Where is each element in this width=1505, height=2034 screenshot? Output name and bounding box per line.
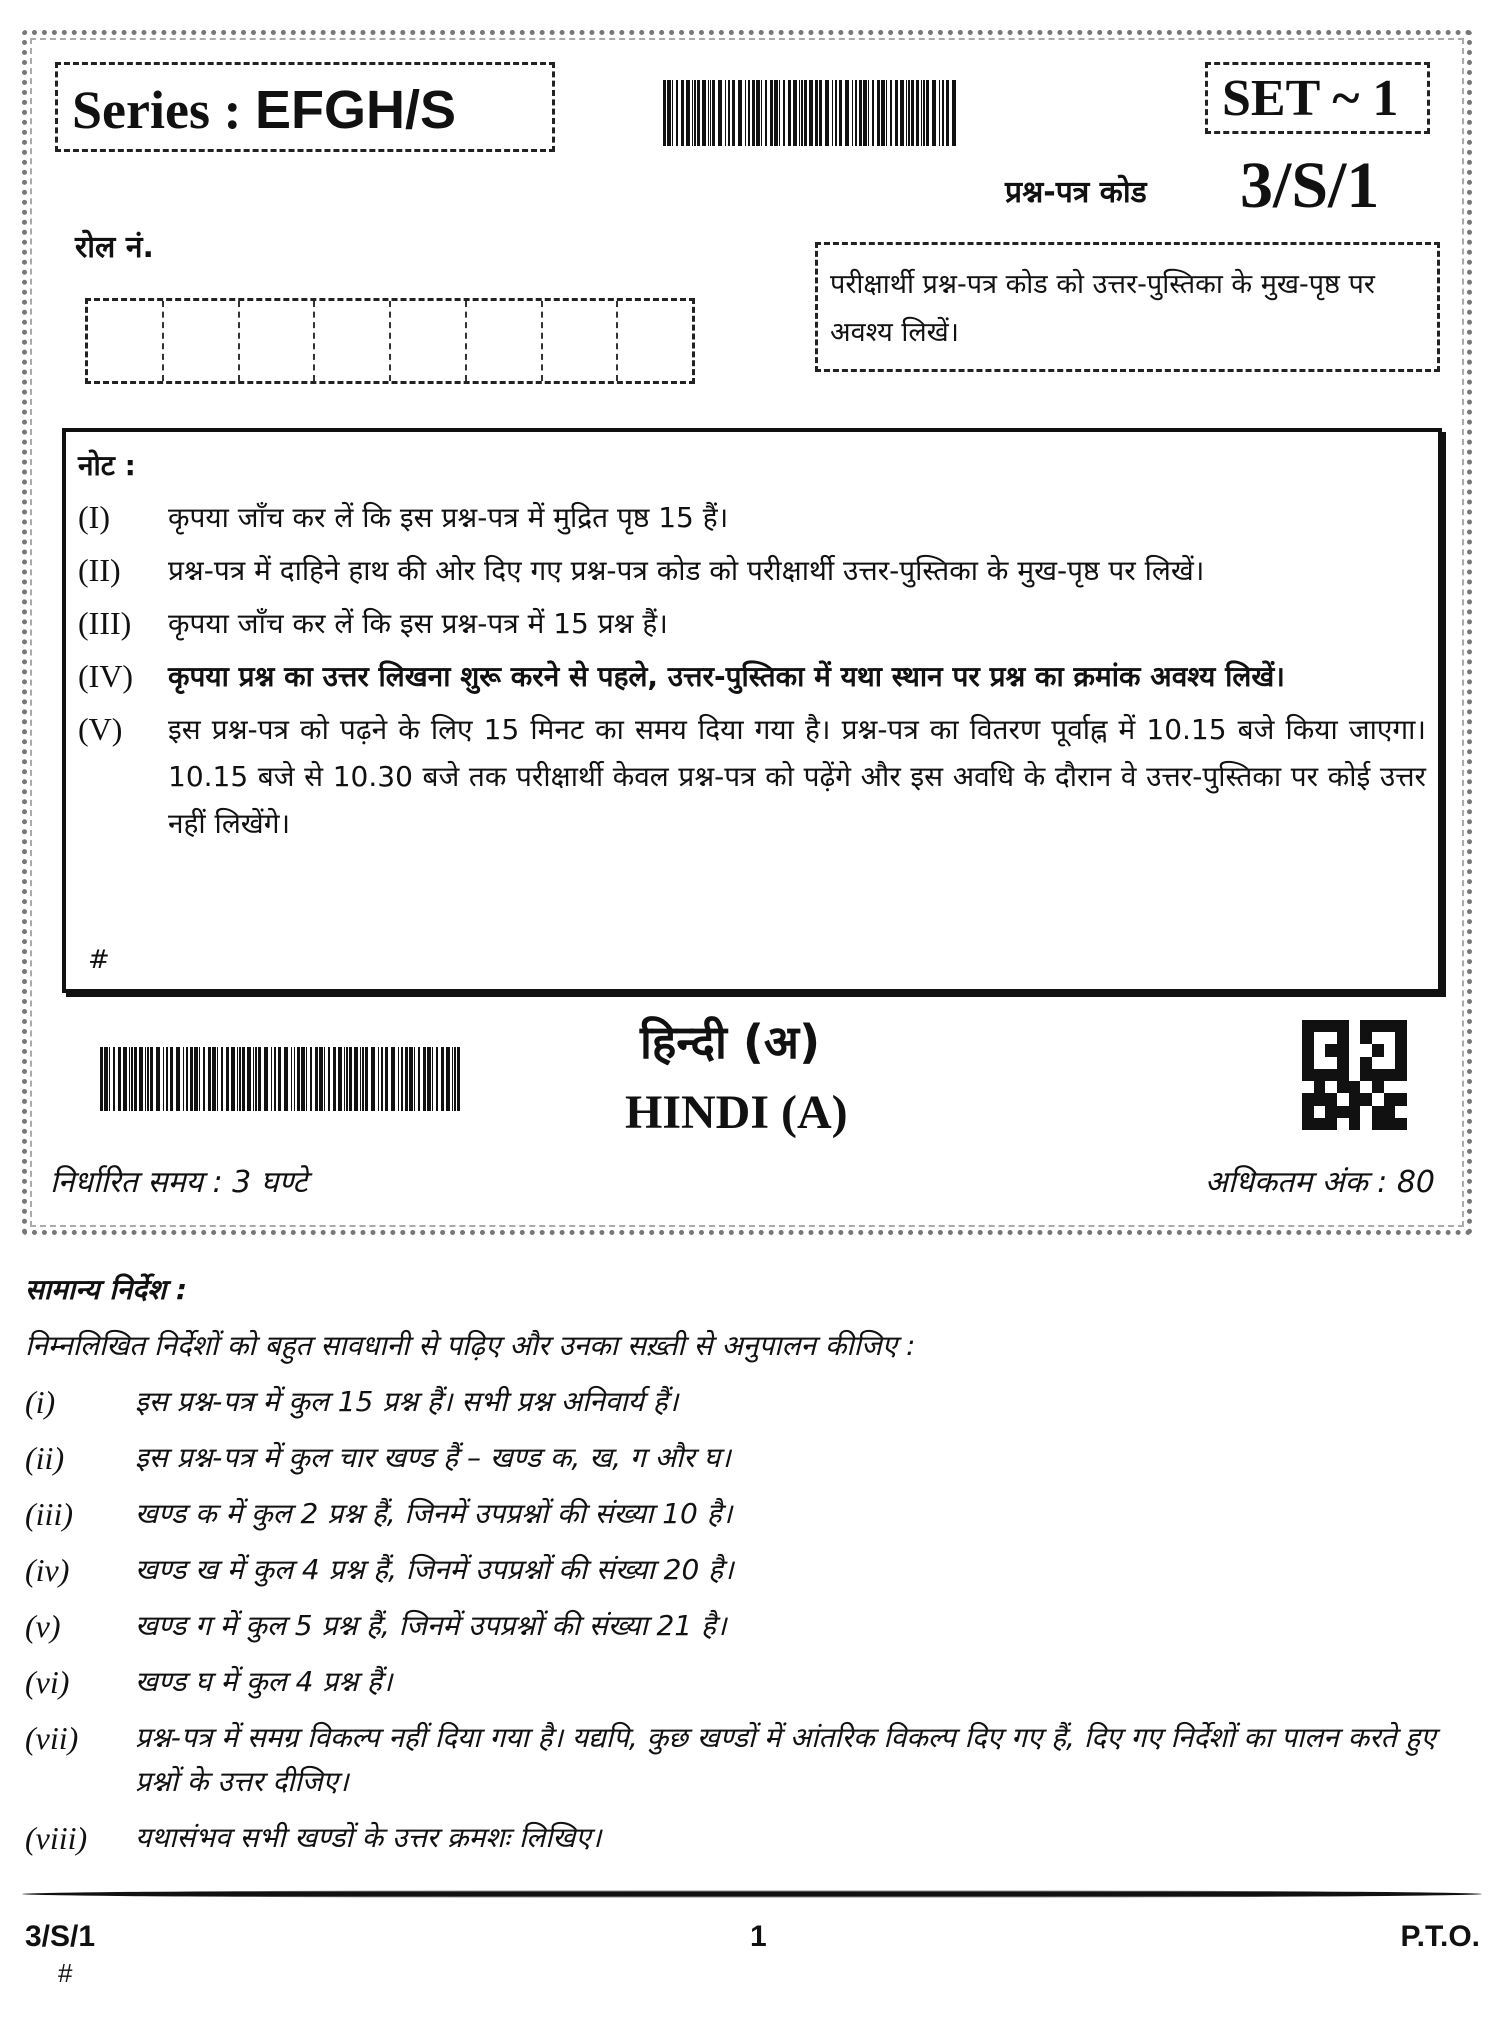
instruction-item [25,1548,1485,1592]
set-box [1205,62,1430,134]
note-item [78,547,1426,594]
note-list [78,494,1426,847]
instructions-list [25,1380,1485,1860]
hash-mark: # [88,945,110,975]
paper-code-label: प्रश्न-पत्र कोड [1005,175,1147,210]
instruction-number: (vii) [25,1720,79,1756]
instruction-number: (viii) [25,1820,88,1856]
note-item-number: (IV) [78,658,134,694]
footer-hash-mark: # [58,1958,73,1988]
subject-title-english: HINDI (A) [625,1086,848,1139]
instruction-text: खण्ड ग में कुल 5 प्रश्न हैं, जिनमें उपप्रश्नों की संख्या 21 है। [135,1609,727,1642]
note-item-text: कृपया जाँच कर लें कि इस प्रश्न-पत्र में 15 प्रश्न हैं। [168,607,668,640]
roll-number-cell[interactable] [543,301,619,381]
note-item-number: (III) [78,605,132,641]
note-item [78,653,1426,700]
max-marks: अधिकतम अंक : 80 [1204,1165,1435,1200]
instruction-text: इस प्रश्न-पत्र में कुल चार खण्ड हैं – खण्ड क, ख, ग और घ। [135,1441,731,1474]
note-item-number: (V) [78,711,123,747]
instruction-number: (i) [25,1384,56,1420]
note-item-text: इस प्रश्न-पत्र को पढ़ने के लिए 15 मिनट का समय दिया गया है। प्रश्न-पत्र का वितरण पूर्वाह्न में 10.15 बजे किया जाएगा। 10.15 बजे से 10.30 बजे तक परीक्षार्थी केवल प्रश्न-पत्र को पढ़ेंगे और इस अवधि के दौरान वे उत्तर-पुस्तिका पर कोई उत्तर नहीं लिखेंगे। [168,713,1426,840]
set-label: SET ~ 1 [1222,70,1399,127]
roll-number-cell[interactable] [618,301,692,381]
note-item-number: (I) [78,499,110,535]
footer-divider [22,1890,1482,1898]
roll-number-cell[interactable] [467,301,543,381]
barcode-bottom [100,1047,462,1111]
series-label: Series : [72,80,255,140]
instruction-number: (ii) [25,1440,65,1476]
instruction-item [25,1816,1485,1860]
instruction-item [25,1436,1485,1480]
instruction-item [25,1604,1485,1648]
roll-number-cell[interactable] [240,301,316,381]
qr-code-icon [1302,1020,1407,1130]
footer-paper-code: 3/S/1 [25,1920,96,1953]
instruction-text: प्रश्न-पत्र में समग्र विकल्प नहीं दिया गया है। यद्यपि, कुछ खण्डों में आंतरिक विकल्प दिए गए हैं, दिए गए निर्देशों का पालन करते हुए प्रश्नों के उत्तर दीजिए। [135,1721,1436,1798]
code-notice-box [815,242,1440,372]
instruction-text: खण्ड घ में कुल 4 प्रश्न हैं। [135,1665,393,1698]
pto-label: P.T.O. [1400,1920,1480,1953]
note-item-text: प्रश्न-पत्र में दाहिने हाथ की ओर दिए गए प्रश्न-पत्र कोड को परीक्षार्थी उत्तर-पुस्तिका के मुख-पृष्ठ पर लिखें। [168,554,1205,587]
instruction-number: (iii) [25,1496,73,1532]
note-item-text: कृपया प्रश्न का उत्तर लिखना शुरू करने से पहले, उत्तर-पुस्तिका में यथा स्थान पर प्रश्न का क्रमांक अवश्य लिखें। [168,660,1285,693]
roll-number-label: रोल नं. [75,230,154,265]
instruction-item [25,1716,1485,1804]
series-value: EFGH/S [254,80,456,140]
general-instructions-title: सामान्य निर्देश : [25,1273,188,1306]
instruction-number: (iv) [25,1552,70,1588]
instruction-text: यथासंभव सभी खण्डों के उत्तर क्रमशः लिखिए। [135,1821,602,1854]
page-number: 1 [750,1920,767,1953]
paper-code-value: 3/S/1 [1240,149,1380,222]
instruction-number: (v) [25,1608,61,1644]
barcode-top [663,80,959,146]
note-item [78,706,1426,847]
code-notice-text: परीक्षार्थी प्रश्न-पत्र कोड को उत्तर-पुस्तिका के मुख-पृष्ठ पर अवश्य लिखें। [830,269,1375,348]
note-item [78,494,1426,541]
roll-number-cell[interactable] [88,301,164,381]
general-instructions [25,1270,1485,1872]
note-box [62,428,1442,993]
general-instructions-intro: निम्नलिखित निर्देशों को बहुत सावधानी से पढ़िए और उनका सख़्ती से अनुपालन कीजिए : [25,1329,916,1362]
roll-number-cell[interactable] [315,301,391,381]
instruction-item [25,1660,1485,1704]
instruction-text: इस प्रश्न-पत्र में कुल 15 प्रश्न हैं। सभी प्रश्न अनिवार्य हैं। [135,1385,679,1418]
instruction-text: खण्ड ख में कुल 4 प्रश्न हैं, जिनमें उपप्रश्नों की संख्या 20 है। [135,1553,734,1586]
instruction-text: खण्ड क में कुल 2 प्रश्न हैं, जिनमें उपप्रश्नों की संख्या 10 है। [135,1497,733,1530]
series-box [55,62,555,152]
roll-number-boxes[interactable] [85,298,695,384]
instruction-number: (vi) [25,1664,70,1700]
note-item-text: कृपया जाँच कर लें कि इस प्रश्न-पत्र में मुद्रित पृष्ठ 15 हैं। [168,501,729,534]
note-item-number: (II) [78,552,121,588]
subject-title-hindi: हिन्दी (अ) [640,1015,821,1069]
instruction-item [25,1492,1485,1536]
roll-number-cell[interactable] [391,301,467,381]
note-title: नोट : [78,449,136,482]
note-item [78,600,1426,647]
time-allowed: निर्धारित समय : 3 घण्टे [50,1165,308,1200]
roll-number-cell[interactable] [164,301,240,381]
instruction-item [25,1380,1485,1424]
